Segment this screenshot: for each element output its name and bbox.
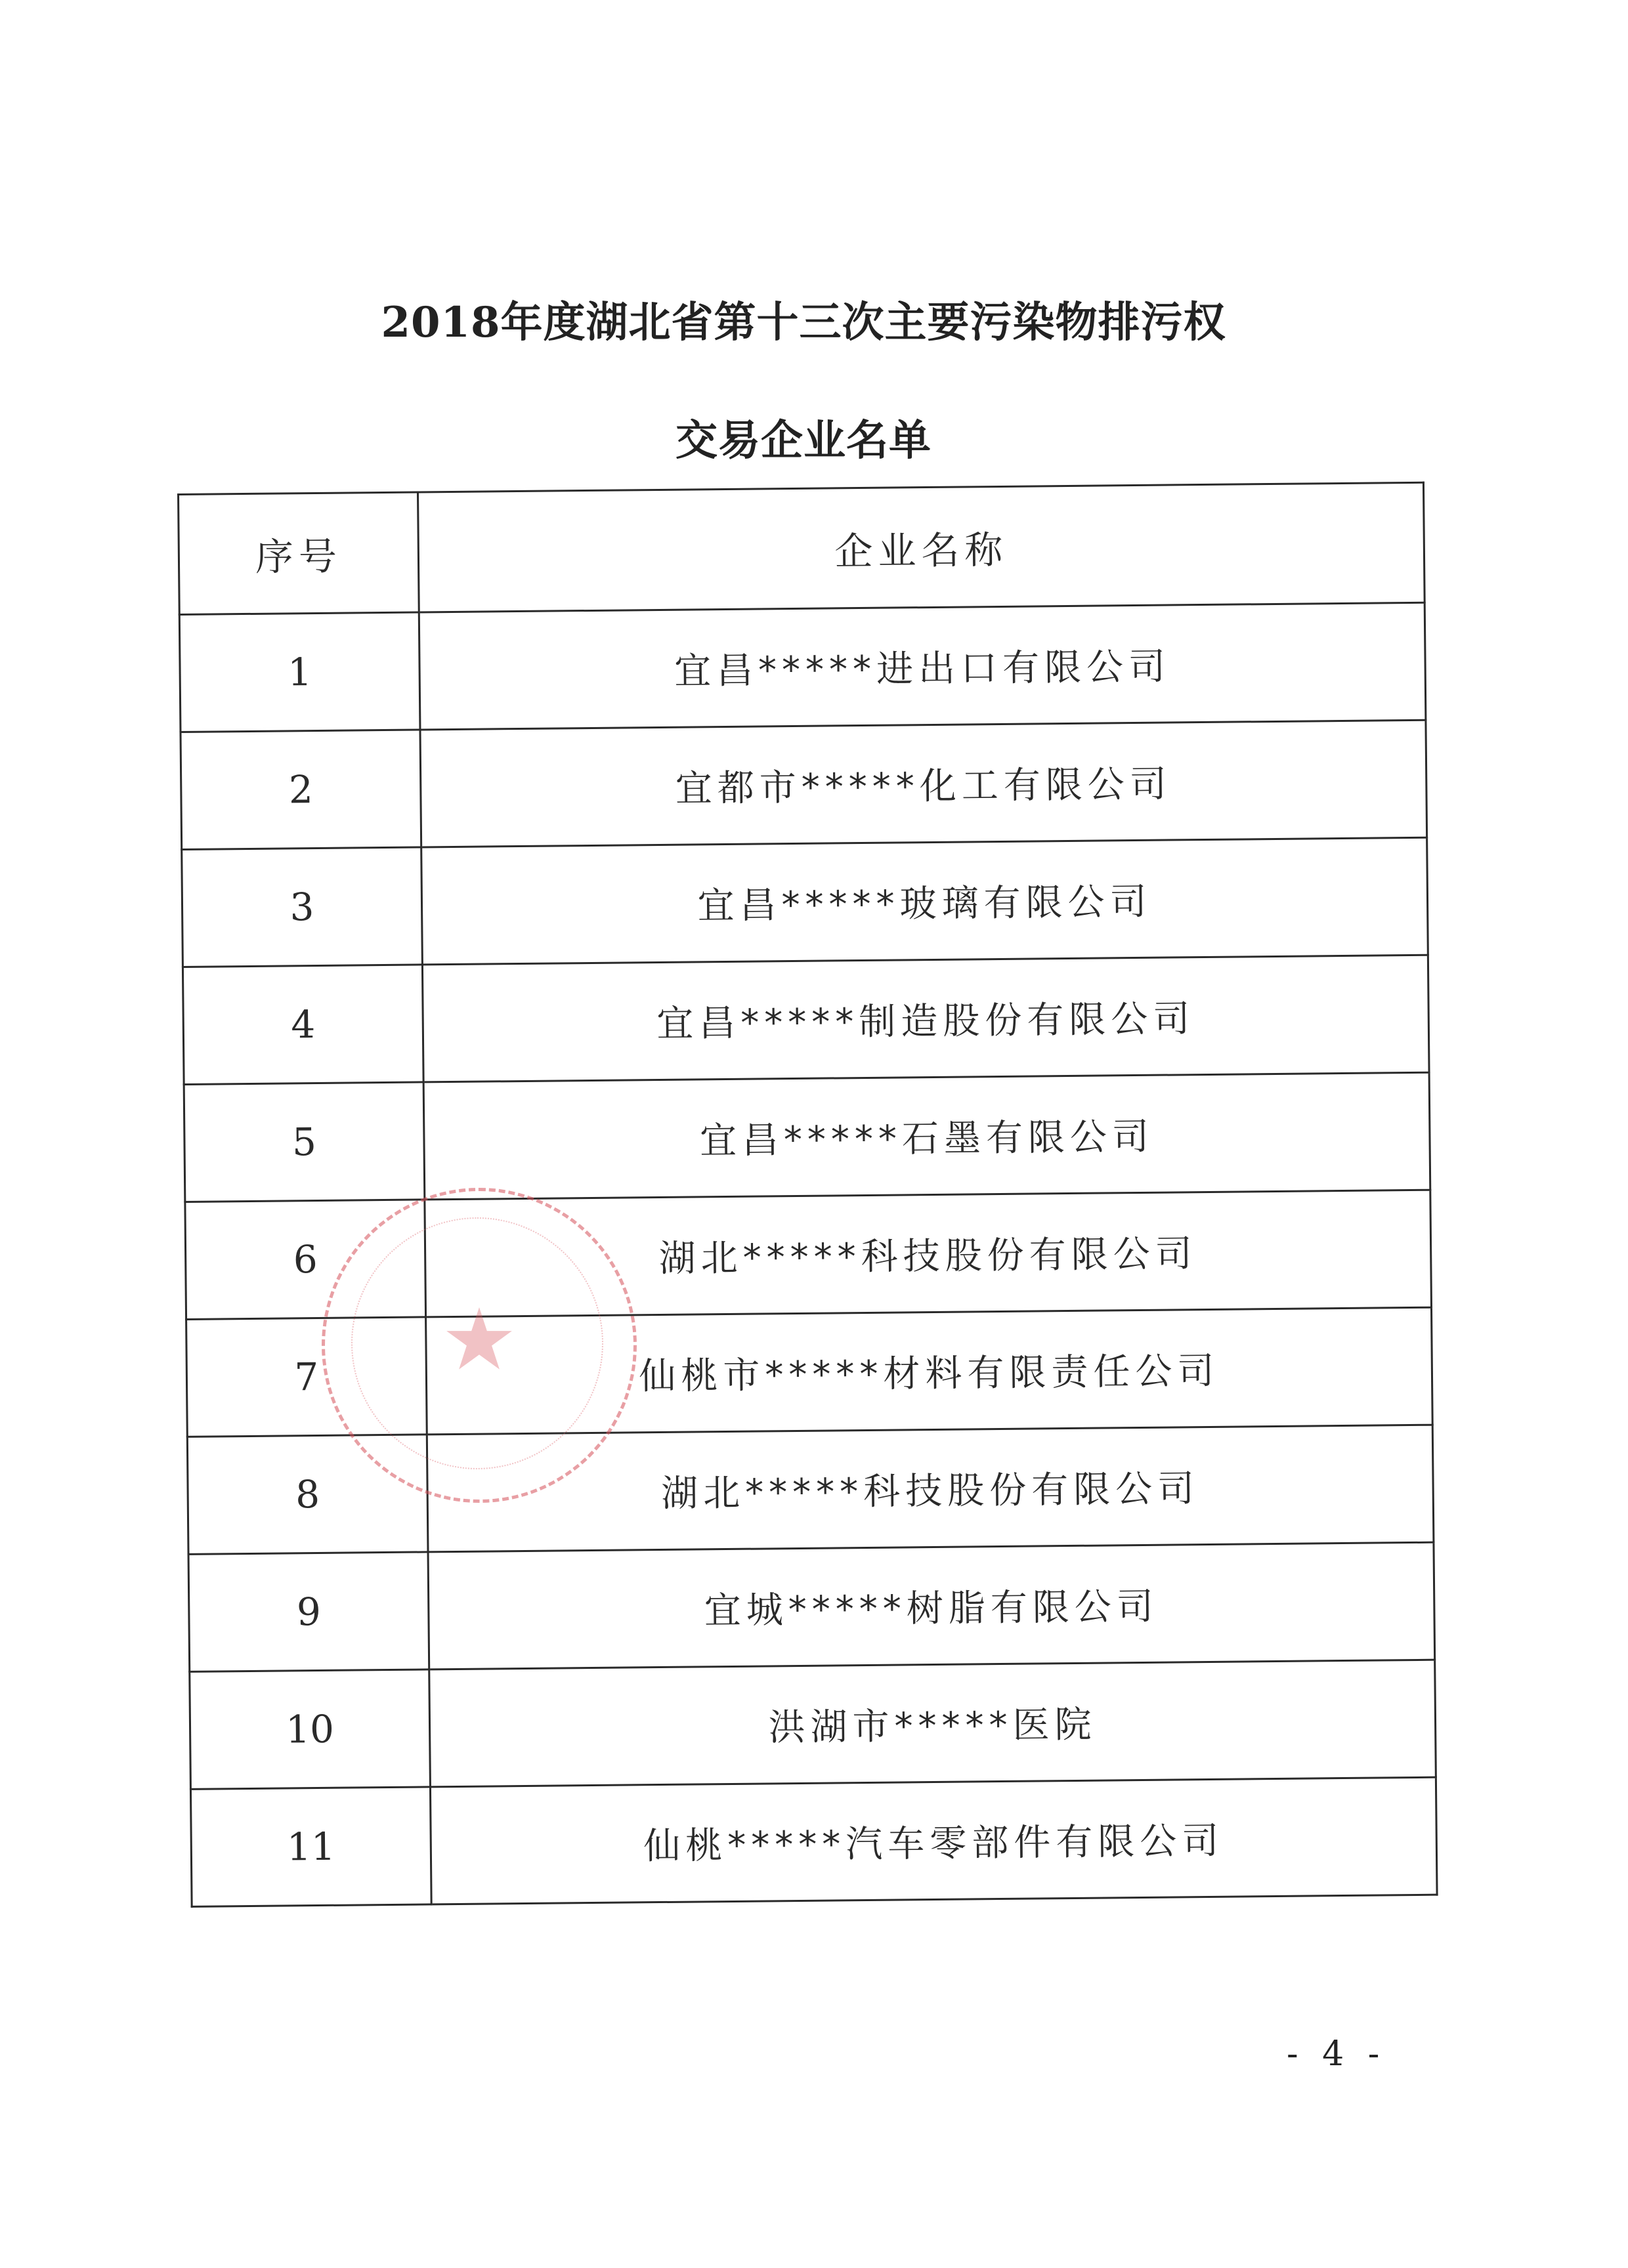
table-row (187, 1425, 1434, 1554)
table-row (179, 602, 1426, 732)
row-company-name: 仙桃*****汽车零部件有限公司 (430, 1777, 1437, 1904)
header-company-name: 企业名称 (418, 482, 1424, 612)
table-row (184, 1072, 1430, 1202)
table-row (190, 1660, 1436, 1789)
row-serial-number: 9 (188, 1552, 429, 1671)
document-title-line1: 2018年度湖北省第十三次主要污染物排污权 (381, 298, 1226, 347)
row-serial-number: 10 (190, 1670, 431, 1789)
row-serial-number: 4 (182, 965, 423, 1084)
table-row (185, 1190, 1432, 1319)
row-serial-number: 8 (187, 1435, 428, 1554)
table-row (182, 837, 1428, 967)
row-serial-number: 3 (182, 847, 423, 967)
row-company-name: 湖北*****科技股份有限公司 (425, 1190, 1432, 1317)
table-row (186, 1307, 1433, 1437)
row-serial-number: 6 (185, 1200, 426, 1319)
row-serial-number: 7 (186, 1317, 427, 1437)
header-serial-number: 序号 (179, 492, 419, 614)
row-company-name: 宜昌*****制造股份有限公司 (422, 955, 1429, 1082)
company-list-table (177, 482, 1438, 1908)
table-row (181, 720, 1427, 849)
row-company-name: 宜昌*****进出口有限公司 (419, 602, 1426, 730)
row-serial-number: 5 (184, 1082, 425, 1202)
row-company-name: 湖北*****科技股份有限公司 (427, 1425, 1434, 1552)
table-row (182, 955, 1429, 1084)
row-company-name: 宜城*****树脂有限公司 (428, 1542, 1435, 1670)
row-company-name: 宜都市*****化工有限公司 (420, 720, 1427, 847)
table-header-row (179, 482, 1425, 614)
row-company-name: 洪湖市*****医院 (429, 1660, 1436, 1787)
row-company-name: 宜昌*****石墨有限公司 (423, 1072, 1430, 1200)
page-number: - 4 - (1287, 2034, 1386, 2074)
row-serial-number: 2 (181, 730, 421, 849)
table-row (188, 1542, 1435, 1671)
row-company-name: 仙桃市*****材料有限责任公司 (426, 1307, 1433, 1435)
seal-star-icon: ★ (440, 1290, 518, 1389)
document-title-line2: 交易企业名单 (675, 416, 932, 465)
row-serial-number: 1 (179, 612, 420, 732)
row-serial-number: 11 (190, 1787, 431, 1906)
table-row (190, 1777, 1437, 1906)
row-company-name: 宜昌*****玻璃有限公司 (421, 837, 1428, 965)
